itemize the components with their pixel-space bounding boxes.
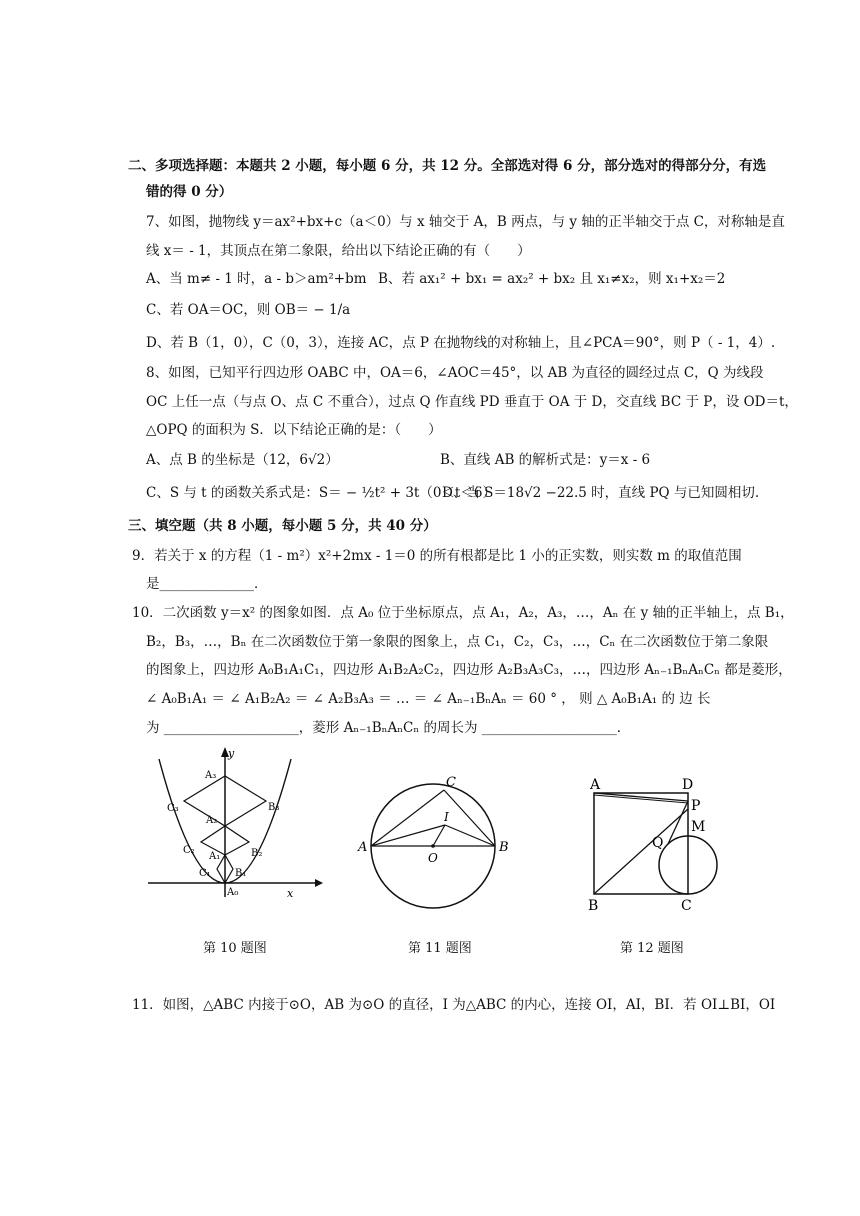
label-D: D: [682, 777, 694, 793]
label-A2: A₂: [206, 815, 218, 826]
q8-option-a: A、点 B 的坐标是（12，6√2）: [146, 452, 339, 468]
q11-stem-line1: 11．如图，△ABC 内接于⊙O，AB 为⊙O 的直径，I 为△ABC 的内心，连接 OI，AI，BI．若 OI⊥BI，OI: [132, 997, 776, 1013]
label-A1: A₁: [209, 851, 221, 862]
q8-stem-line3: △OPQ 的面积为 S．以下结论正确的是：（ ）: [146, 422, 442, 438]
q9-stem-line1: 9．若关于 x 的方程（1 - m²）x²+2mx - 1＝0 的所有根都是比 1 小的正实数，则实数 m 的取值范围: [132, 548, 742, 564]
label-B1: B₁: [235, 868, 247, 879]
label-C3: C₃: [167, 803, 179, 814]
label-y: y: [228, 747, 235, 760]
section2-title-line2: 错的得 0 分）: [146, 184, 233, 200]
label-B2: B₂: [251, 848, 263, 859]
center-dot: [431, 844, 435, 848]
label-C1: C₁: [199, 868, 211, 879]
section2-title-line1: 二、多项选择题：本题共 2 小题，每小题 6 分，共 12 分。全部选对得 6 分，部分选对的得部分分，有选: [128, 158, 767, 174]
q7-option-a: A、当 m≠ - 1 时，a - b＞am²+bm: [146, 271, 367, 287]
q10-stem-line1: 10．二次函数 y＝x² 的图象如图．点 A₀ 位于坐标原点，点 A₁，A₂，A₃，…，Aₙ 在 y 轴的正半轴上，点 B₁，: [132, 605, 794, 621]
figure-10-caption: 第 10 题图: [203, 941, 267, 956]
label-I: I: [444, 810, 449, 824]
segment-AI: [371, 825, 445, 846]
q10-stem-line4: ∠ A₀B₁A₁ ＝ ∠ A₁B₂A₂ ＝ ∠ A₂B₃A₃ ＝ … ＝ ∠ Aₙ₋₁BₙAₙ ＝ 60 ° ， 则 △ A₀B₁A₁ 的 边 长: [146, 691, 711, 707]
label-M: M: [691, 819, 706, 835]
q7-stem-line2: 线 x＝ - 1，其顶点在第二象限，给出以下结论正确的有（ ）: [146, 243, 531, 259]
figure-12-caption: 第 12 题图: [620, 941, 684, 956]
q10-stem-line2: B₂，B₃，…，Bₙ 在二次函数位于第一象限的图象上，点 C₁，C₂，C₃，…，Cₙ 在二次函数位于第二象限: [146, 634, 769, 650]
label-C: C: [446, 775, 456, 790]
q8-stem-line2: OC 上任一点（与点 O、点 C 不重合），过点 Q 作直线 PD 垂直于 OA 于 D，交直线 BC 于 P，设 OD＝t，: [146, 394, 798, 410]
figure-11-caption: 第 11 题图: [408, 941, 472, 956]
label-O: O: [428, 851, 438, 865]
label-Q: Q: [652, 835, 664, 851]
label-B: B: [499, 840, 509, 855]
segment-AC: [371, 790, 444, 846]
q10-stem-line3: 的图象上，四边形 A₀B₁A₁C₁，四边形 A₁B₂A₂C₂，四边形 A₂B₃A₃C₃，…，四边形 Aₙ₋₁BₙAₙCₙ 都是菱形，: [146, 662, 792, 678]
label-A: A: [358, 840, 368, 855]
label-B3: B₃: [268, 802, 280, 813]
q8-option-b: B、直线 AB 的解析式是：y＝x - 6: [440, 452, 651, 468]
figure-12-square-circle: [582, 770, 732, 920]
x-axis-arrow-icon: [315, 879, 323, 887]
label-A: A: [590, 777, 601, 793]
q7-stem-line1: 7、如图，抛物线 y＝ax²+bx+c（a＜0）与 x 轴交于 A，B 两点，与 y 轴的正半轴交于点 C，对称轴是直: [146, 214, 785, 230]
label-B: B: [588, 898, 599, 914]
figure-10-parabola-rhombi: [145, 745, 325, 905]
label-x: x: [287, 887, 294, 900]
figure-11-circle-incenter: [352, 770, 522, 920]
label-P: P: [691, 798, 701, 814]
q7-option-d: D、若 B（1，0），C（0，3），连接 AC，点 P 在抛物线的对称轴上，且∠PCA＝90°，则 P（ - 1，4）.: [146, 335, 776, 351]
segment-AP: [594, 793, 688, 801]
q8-stem-line1: 8、如图，已知平行四边形 OABC 中，OA＝6，∠AOC＝45°，以 AB 为直径的圆经过点 C，Q 为线段: [146, 365, 764, 381]
segment-AP-shadow: [594, 795, 688, 803]
q8-option-d: D、当 S＝18√2 −22.5 时，直线 PQ 与已知圆相切.: [442, 485, 760, 501]
q7-option-b: B、若 ax₁² + bx₁ = ax₂² + bx₂ 且 x₁≠x₂，则 x₁+x₂＝2: [378, 271, 726, 287]
segment-BP: [594, 809, 688, 894]
q8-option-c: C、S 与 t 的函数关系式是：S＝ − ½t² + 3t（0＜t＜6）: [146, 485, 496, 501]
segment-BI: [445, 825, 495, 846]
label-A0: A₀: [227, 887, 239, 898]
segment-CB: [444, 790, 495, 846]
q9-stem-line2: 是______________．: [146, 576, 268, 592]
label-A3: A₃: [205, 770, 217, 781]
q7-option-c: C、若 OA＝OC，则 OB＝ − 1/a: [146, 302, 351, 318]
square-ABCD: [594, 793, 688, 894]
q10-stem-line5: 为 ____________________，菱形 Aₙ₋₁BₙAₙCₙ 的周长为 ____________________．: [146, 720, 631, 736]
label-C2: C₂: [183, 845, 195, 856]
label-C: C: [681, 898, 692, 914]
section3-title: 三、填空题（共 8 小题，每小题 5 分，共 40 分）: [128, 518, 437, 534]
